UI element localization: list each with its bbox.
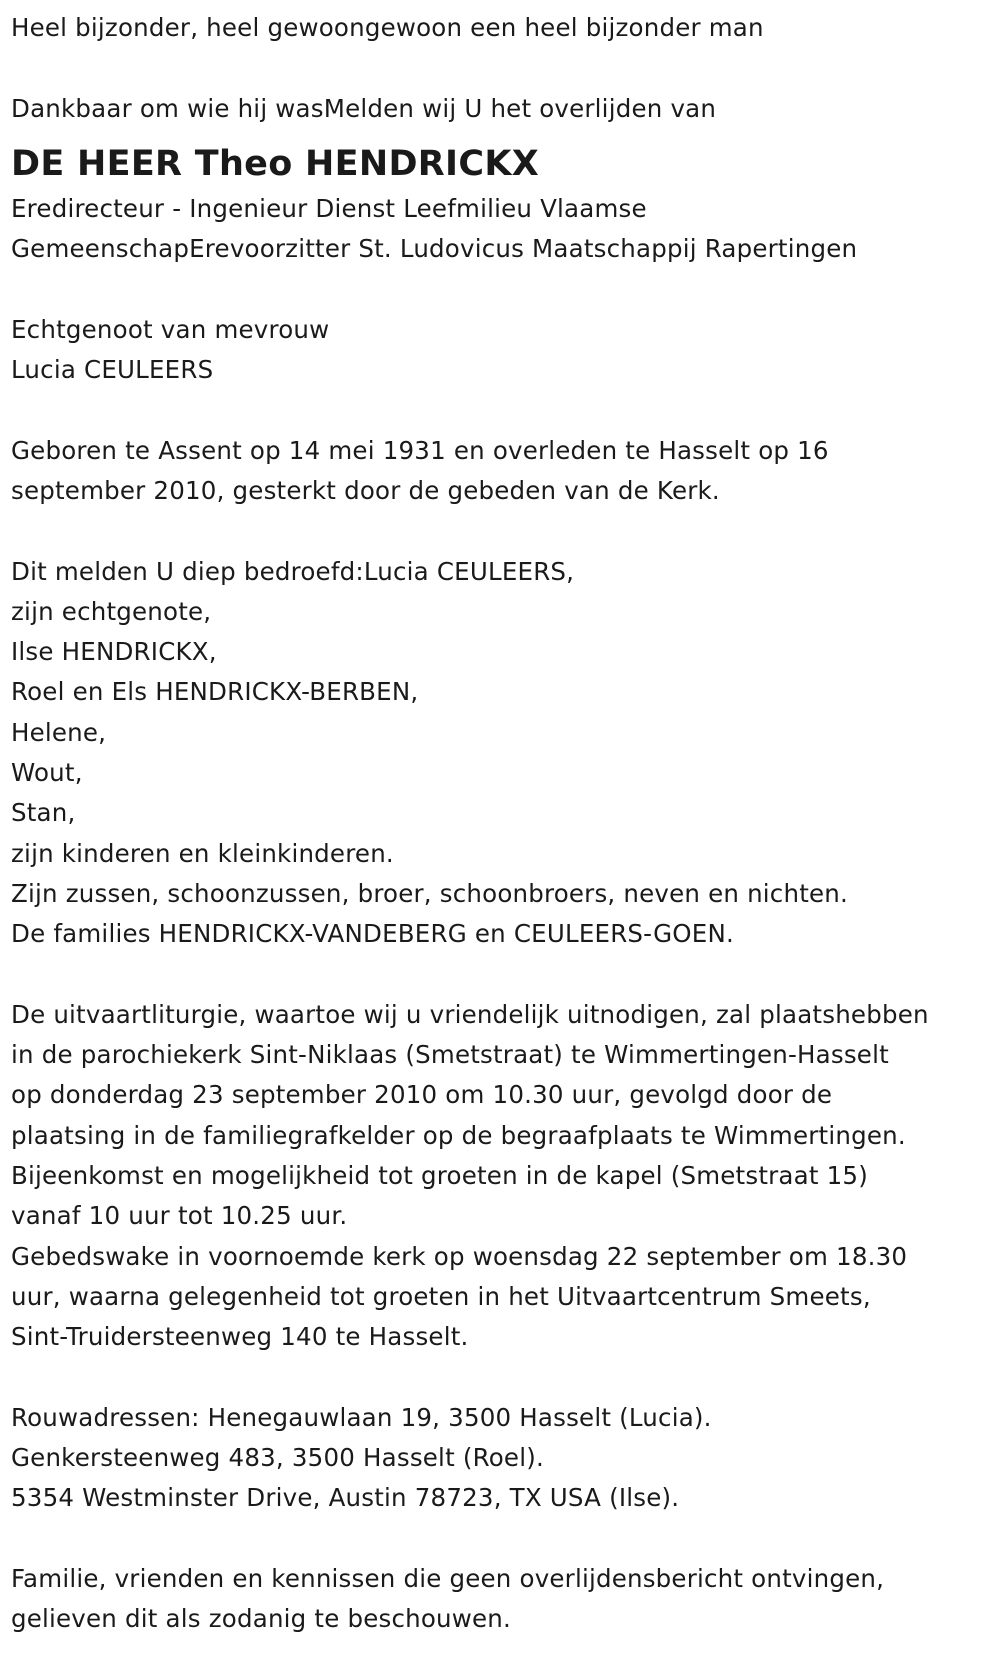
funeral-line: uur, waarna gelegenheid tot groeten in het Uitvaartcentrum Smeets, xyxy=(11,1281,871,1311)
spacer xyxy=(11,1519,1000,1559)
address-line: Genkersteenweg 483, 3500 Hasselt (Roel). xyxy=(11,1443,544,1473)
spouse-line: Lucia CEULEERS xyxy=(11,355,214,385)
spacer xyxy=(11,1358,1000,1398)
mourners-line: Stan, xyxy=(11,798,76,828)
funeral-line: De uitvaartliturgie, waartoe wij u vriendelijk uitnodigen, zal plaatshebben xyxy=(11,999,929,1029)
deceased-name: DE HEER Theo HENDRICKX xyxy=(11,143,540,184)
spacer xyxy=(11,269,1000,309)
address-line: 5354 Westminster Drive, Austin 78723, TX USA (Ilse). xyxy=(11,1483,680,1513)
closing-line: gelieven dit als zodanig te beschouwen. xyxy=(11,1604,512,1634)
mourners-line: Ilse HENDRICKX, xyxy=(11,637,217,667)
spacer xyxy=(11,955,1000,995)
spouse-line: Echtgenoot van mevrouw xyxy=(11,314,330,344)
birth-death-line: Geboren te Assent op 14 mei 1931 en overleden te Hasselt op 16 xyxy=(11,435,829,465)
mourners-line: zijn kinderen en kleinkinderen. xyxy=(11,838,394,868)
address-line: Rouwadressen: Henegauwlaan 19, 3500 Hasselt (Lucia). xyxy=(11,1402,712,1432)
mourners-line: Zijn zussen, schoonzussen, broer, schoonbroers, neven en nichten. xyxy=(11,878,849,908)
mourners-line: Wout, xyxy=(11,758,83,788)
deceased-title-line: Eredirecteur - Ingenieur Dienst Leefmilieu Vlaamse xyxy=(11,193,647,223)
mourners-line: zijn echtgenote, xyxy=(11,596,212,626)
funeral-line: vanaf 10 uur tot 10.25 uur. xyxy=(11,1201,348,1231)
birth-death-line: september 2010, gesterkt door de gebeden van de Kerk. xyxy=(11,475,720,505)
funeral-line: plaatsing in de familiegrafkelder op de begraafplaats te Wimmertingen. xyxy=(11,1120,906,1150)
mourners-line: Dit melden U diep bedroefd:Lucia CEULEERS, xyxy=(11,556,575,586)
deceased-title-line: GemeenschapErevoorzitter St. Ludovicus Maatschappij Rapertingen xyxy=(11,234,858,264)
funeral-line: op donderdag 23 september 2010 om 10.30 uur, gevolgd door de xyxy=(11,1080,833,1110)
spacer xyxy=(11,511,1000,551)
funeral-line: Gebedswake in voornoemde kerk op woensdag 22 september om 18.30 xyxy=(11,1241,908,1271)
spacer xyxy=(11,48,1000,88)
mourners-line: Roel en Els HENDRICKX-BERBEN, xyxy=(11,677,419,707)
mourners-line: Helene, xyxy=(11,717,107,747)
funeral-line: Bijeenkomst en mogelijkheid tot groeten in de kapel (Smetstraat 15) xyxy=(11,1161,868,1191)
intro-line: Heel bijzonder, heel gewoongewoon een heel bijzonder man xyxy=(11,13,764,42)
mourners-line: De families HENDRICKX-VANDEBERG en CEULEERS-GOEN. xyxy=(11,919,734,949)
funeral-line: Sint-Truidersteenweg 140 te Hasselt. xyxy=(11,1322,469,1352)
funeral-line: in de parochiekerk Sint-Niklaas (Smetstraat) te Wimmertingen-Hasselt xyxy=(11,1040,889,1070)
intro-line: Dankbaar om wie hij wasMelden wij U het overlijden van xyxy=(11,93,717,123)
spacer xyxy=(11,390,1000,430)
closing-line: Familie, vrienden en kennissen die geen overlijdensbericht ontvingen, xyxy=(11,1563,885,1593)
